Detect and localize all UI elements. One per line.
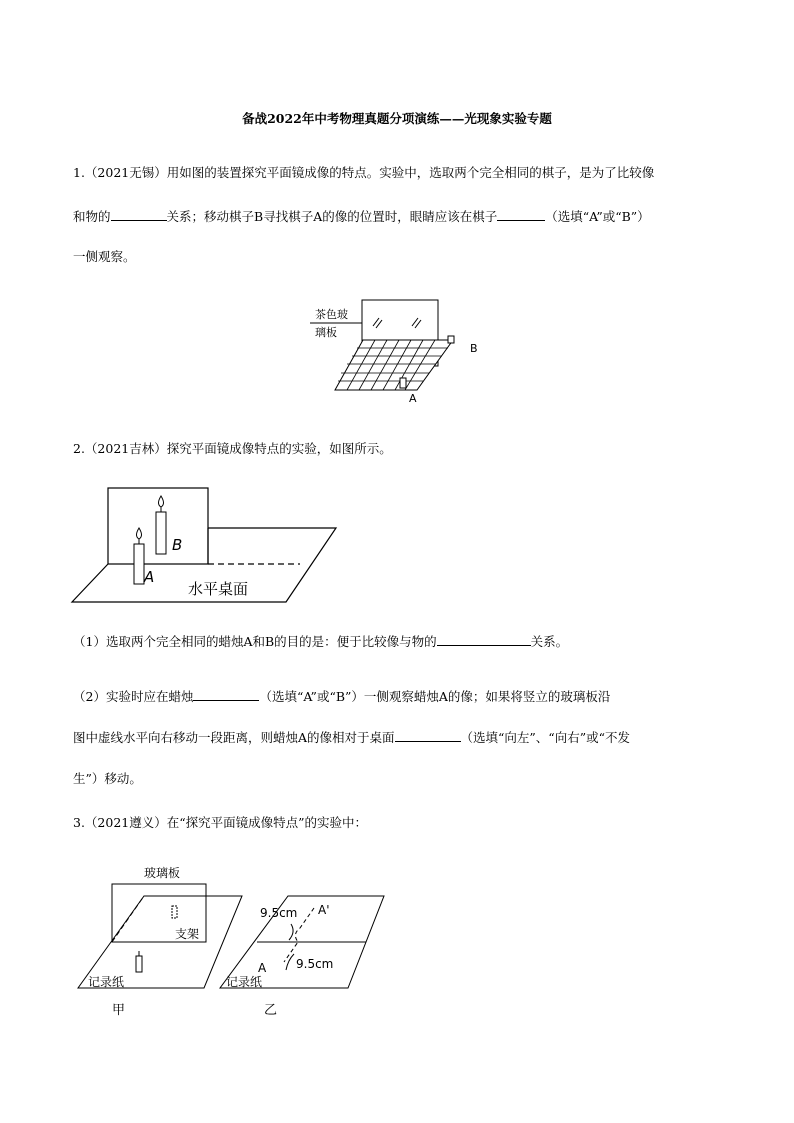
q1-line2 (73, 210, 650, 224)
q3-line1: 3.（2021遵义）在“探究平面镜成像特点”的实验中： (73, 815, 368, 830)
q2-table-label: 水平桌面 (188, 580, 249, 598)
q1-text-b: 关系；移动棋子B寻找棋子A的像的位置时，眼睛应该在棋子 (166, 209, 498, 224)
q3-yi-label-a: A (258, 961, 267, 975)
q1-figure (305, 296, 495, 406)
q1-text-a: 和物的 (73, 209, 111, 224)
q3-jia-glass-label: 玻璃板 (144, 866, 181, 880)
q2-sub2-text-c: 图中虚线水平向右移动一段距离，则蜡烛A的像相对于桌面 (73, 730, 395, 745)
q2-sub1 (73, 635, 568, 649)
q3-figure-yi (214, 862, 394, 1022)
q2-label-a: A (144, 568, 155, 586)
q1-glass-label-1: 茶色玻 (315, 308, 348, 321)
q3-yi-caption: 乙 (264, 1003, 278, 1018)
q1-label-b: B (470, 342, 478, 355)
q2-blank-3 (395, 731, 461, 742)
q1-blank-2 (497, 210, 545, 221)
q3-yi-dist-bottom: 9.5cm (296, 957, 334, 971)
q2-sub1-text-a: （1）选取两个完全相同的蜡烛A和B的目的是：便于比较像与物的 (73, 634, 437, 649)
q3-jia-caption: 甲 (112, 1003, 126, 1018)
q2-sub2-text-d: （选填“向左”、“向右”或“不发 (460, 730, 630, 745)
q3-yi-label-a-prime: A' (318, 903, 330, 917)
q2-label-b: B (172, 536, 183, 554)
q1-label-a: A (409, 392, 417, 405)
q2-sub2-line1 (73, 690, 610, 704)
q2-sub1-text-b: 关系。 (530, 634, 569, 649)
q1-line3: 一侧观察。 (73, 249, 136, 264)
q1-text-c: （选填“A”或“B”） (545, 209, 650, 224)
q2-blank-1 (437, 635, 531, 646)
q2-sub2-line3: 生”）移动。 (73, 771, 142, 786)
q3-jia-stand-label: 支架 (175, 927, 200, 941)
q1-blank-1 (111, 210, 167, 221)
q3-yi-dist-top: 9.5cm (260, 906, 298, 920)
q1-glass-label-2: 璃板 (315, 326, 337, 339)
q2-sub2-text-a: （2）实验时应在蜡烛 (73, 689, 194, 704)
q2-sub2-line2 (73, 731, 630, 745)
q2-line1: 2.（2021吉林）探究平面镜成像特点的实验，如图所示。 (73, 441, 392, 456)
q3-jia-paper-label: 记录纸 (88, 975, 125, 989)
q1-line1: 1.（2021无锡）用如图的装置探究平面镜成像的特点。实验中，选取两个完全相同的棋子，是为了比较像 (73, 165, 655, 180)
q3-yi-paper-label: 记录纸 (226, 975, 263, 989)
q2-blank-2 (193, 690, 259, 701)
page-title: 备战2022年中考物理真题分项演练——光现象实验专题 (242, 111, 552, 126)
q2-figure (68, 484, 348, 608)
q2-sub2-text-b: （选填“A”或“B”）一侧观察蜡烛A的像；如果将竖立的玻璃板沿 (259, 689, 611, 704)
